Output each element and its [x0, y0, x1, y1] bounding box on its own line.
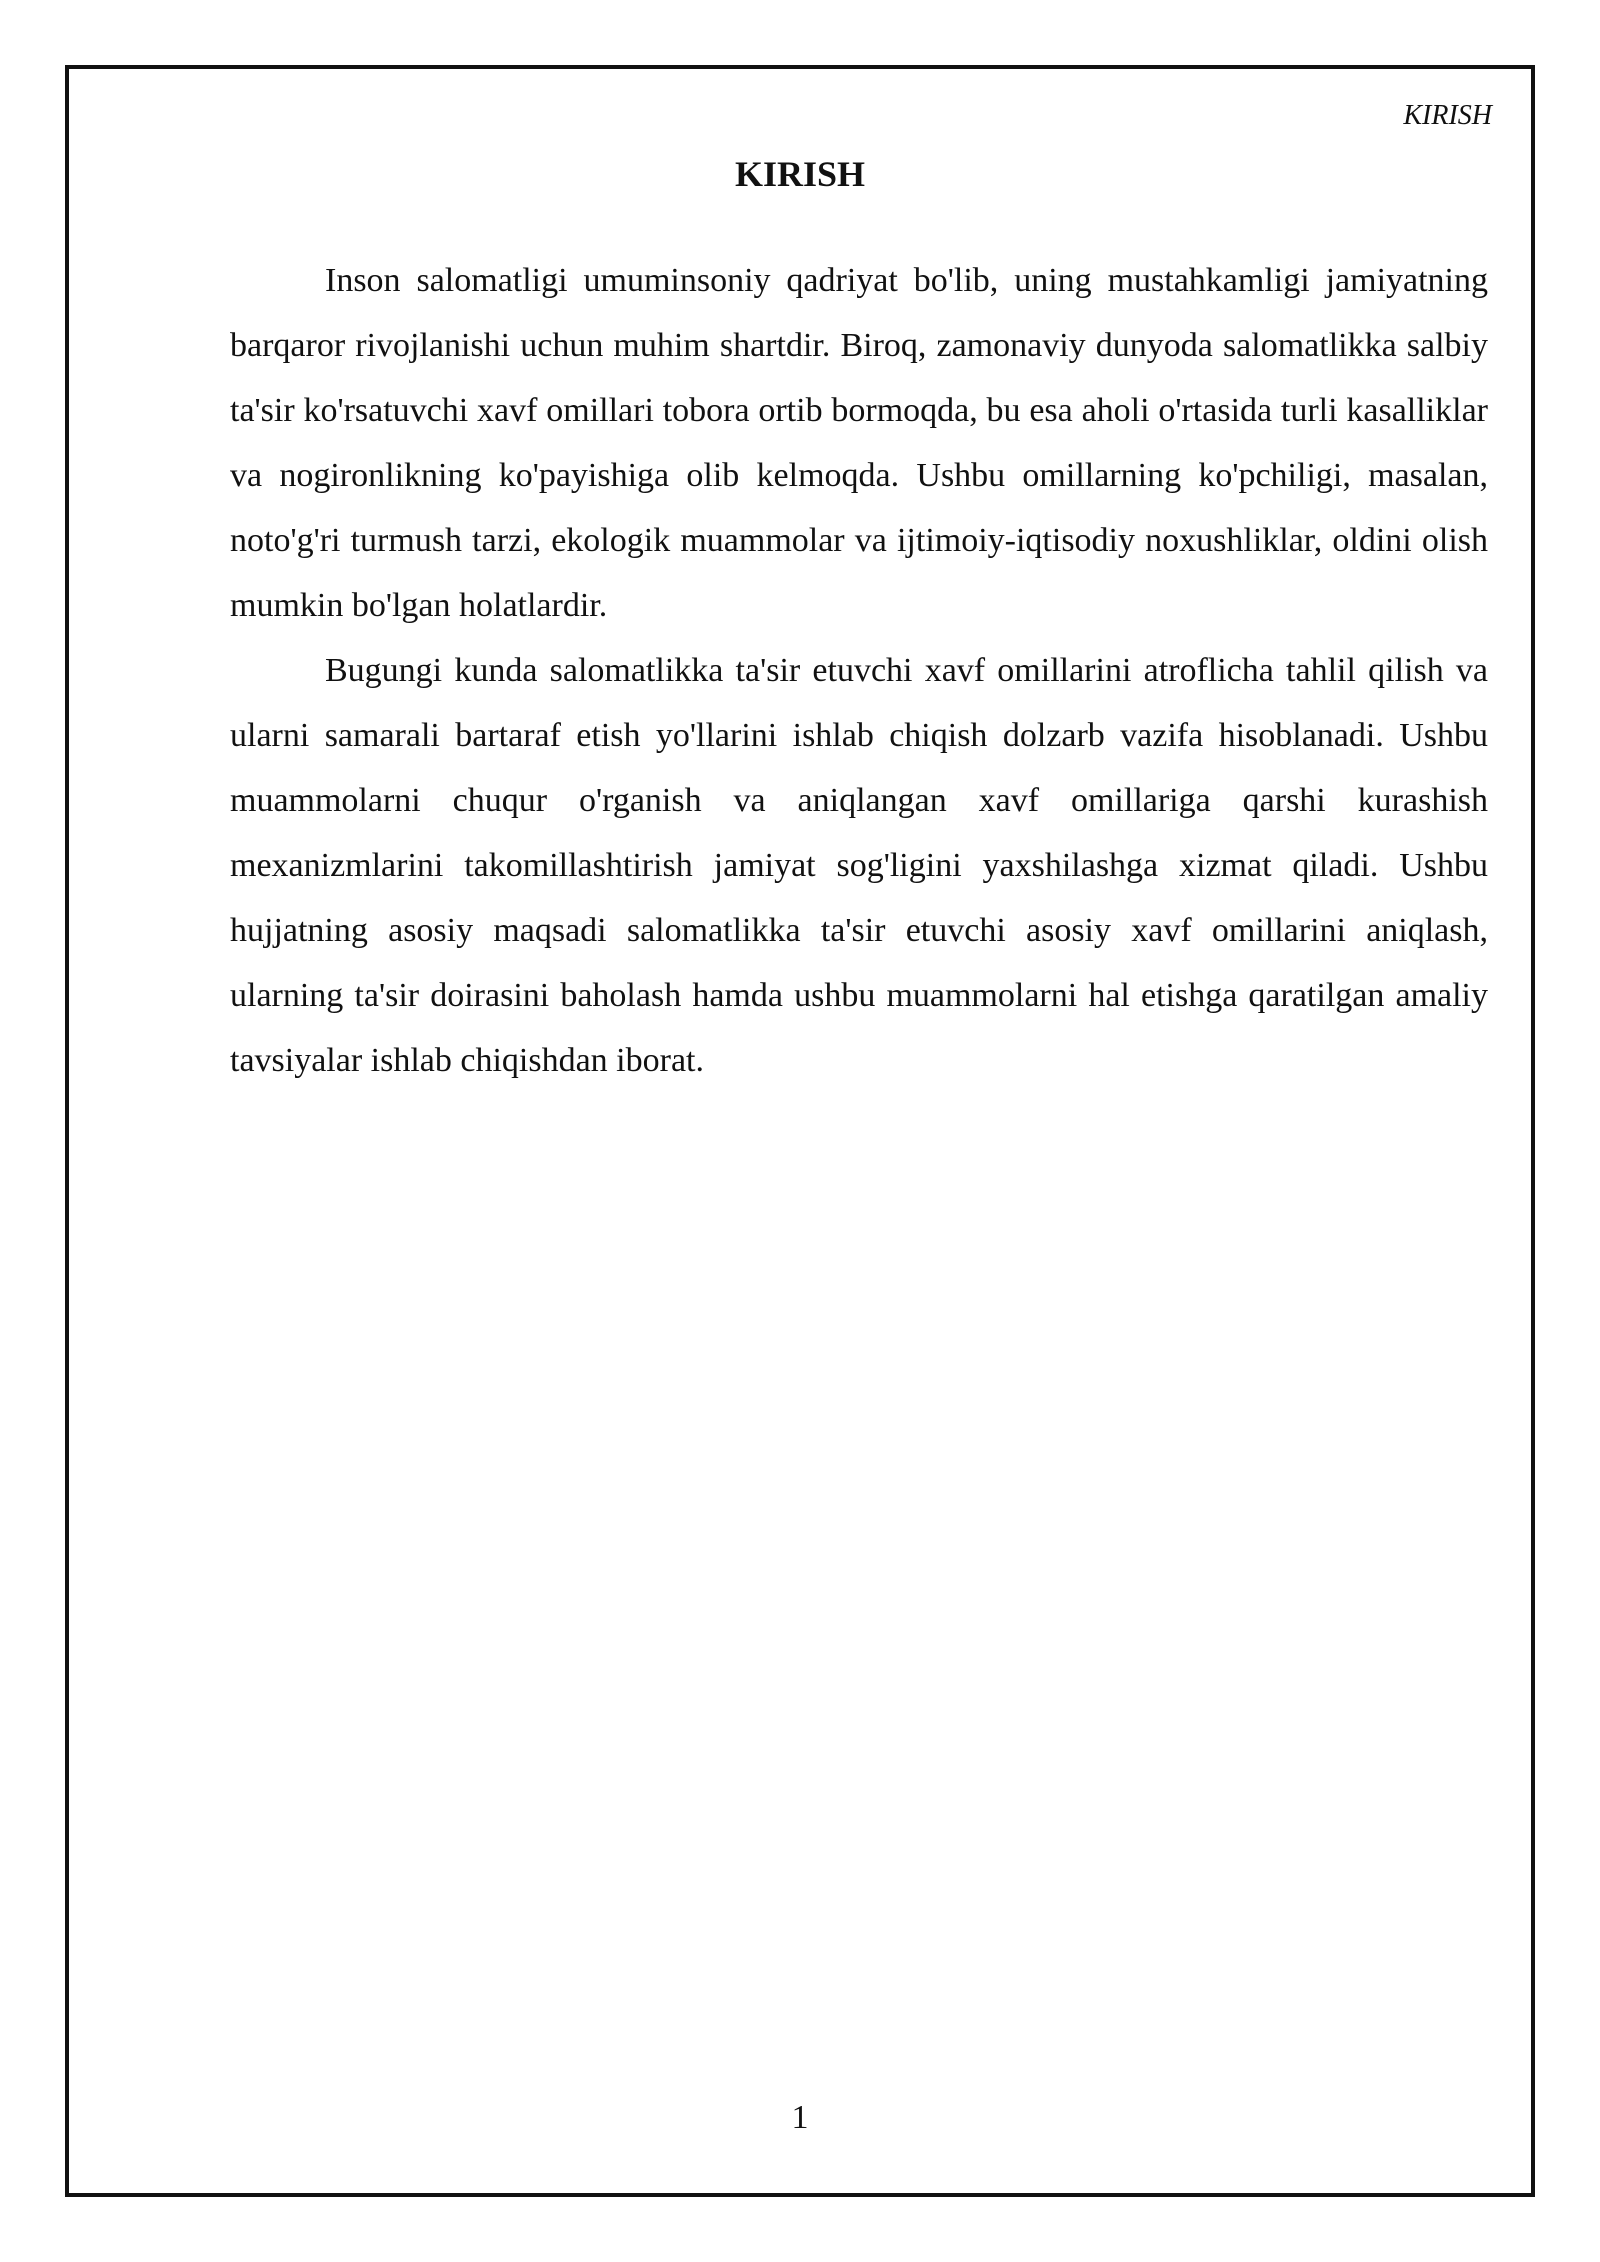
page-title: KIRISH	[734, 154, 866, 194]
paragraph-1: Inson salomatligi umuminsoniy qadriyat bo'lib, uning mustahkamligi jamiyatning barqaror rivojlanishi uchun muhim shartdir. Biroq, zamonaviy dunyoda salomatlikka salbiy ta'sir ko'rsatuvchi xavf omillari tobora ortib bormoqda, bu esa aholi o'rtasida turli kasalliklar va nogironlikning ko'payishiga olib kelmoqda. Ushbu omillarning ko'pchiligi, masalan, noto'g'ri turmush tarzi, ekologik muammolar va ijtimoiy-iqtisodiy noxushliklar, oldini olish mumkin bo'lgan holatlardir.	[230, 262, 1488, 624]
page-number: 1	[791, 2099, 809, 2136]
paragraph-2: Bugungi kunda salomatlikka ta'sir etuvchi xavf omillarini atroflicha tahlil qilish va ularni samarali bartaraf etish yo'llarini ishlab chiqish dolzarb vazifa hisoblanadi. Ushbu muammolarni chuqur o'rganish va aniqlangan xavf omillariga qarshi kurashish mexanizmlarini takomillashtirish jamiyat sog'ligini yaxshilashga xizmat qiladi. Ushbu hujjatning asosiy maqsadi salomatlikka ta'sir etuvchi asosiy xavf omillarini aniqlash, ularning ta'sir doirasini baholash hamda ushbu muammolarni hal etishga qaratilgan amaliy tavsiyalar ishlab chiqishdan iborat.	[230, 652, 1488, 1079]
body-text	[230, 248, 1488, 1093]
running-header: KIRISH	[1403, 100, 1492, 131]
